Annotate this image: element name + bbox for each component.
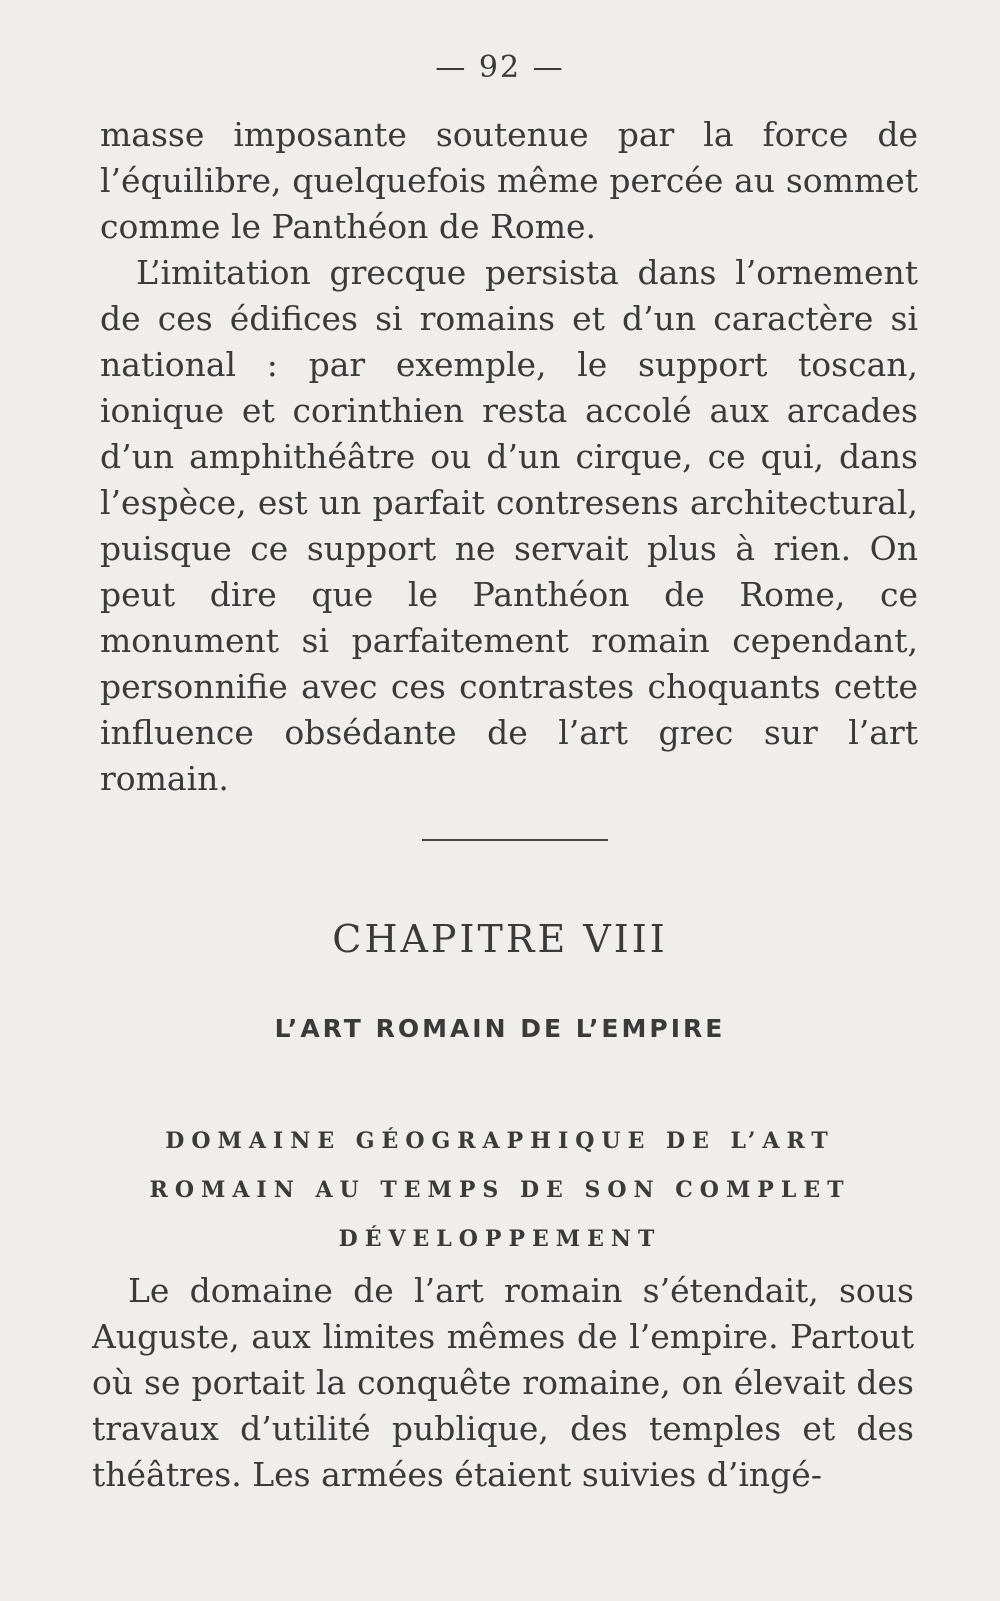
section-divider-rule	[422, 839, 608, 841]
page-number: — 92 —	[435, 50, 565, 85]
paragraph-domain: Le domaine de l’art romain s’étendait, sous Auguste, aux limites mêmes de l’empire. Partout où se portait la conquête romaine, on élevait des travaux d’utilité publique, des temples et des théâtres. Les armées étaient suivies d’ingé-	[92, 1271, 914, 1494]
chapter-title: CHAPITRE VIII	[332, 917, 668, 961]
chapter-subtitle: L’ART ROMAIN DE L’EMPIRE	[274, 1014, 726, 1043]
paragraph-continuation: masse imposante soutenue par la force de l’équilibre, quelquefois même percée au sommet comme le Panthéon de Rome.	[100, 115, 918, 246]
section-heading: DOMAINE GÉOGRAPHIQUE DE L’ART ROMAIN AU TEMPS DE SON COMPLET DÉVELOPPEMENT	[149, 1128, 851, 1252]
paragraph-greek-imitation: L’imitation grecque persista dans l’ornement de ces édifices si romains et d’un caractère si national : par exemple, le support toscan, ionique et corinthien resta accolé aux arcades d’un amphithéâtre ou d’un cirque, ce qui, dans l’espèce, est un parfait contresens architectural, puisque ce support ne servait plus à rien. On peut dire que le Panthéon de Rome, ce monument si parfaitement romain cependant, personnifie avec ces contrastes choquants cette influence obsédante de l’art grec sur l’art romain.	[100, 253, 918, 798]
